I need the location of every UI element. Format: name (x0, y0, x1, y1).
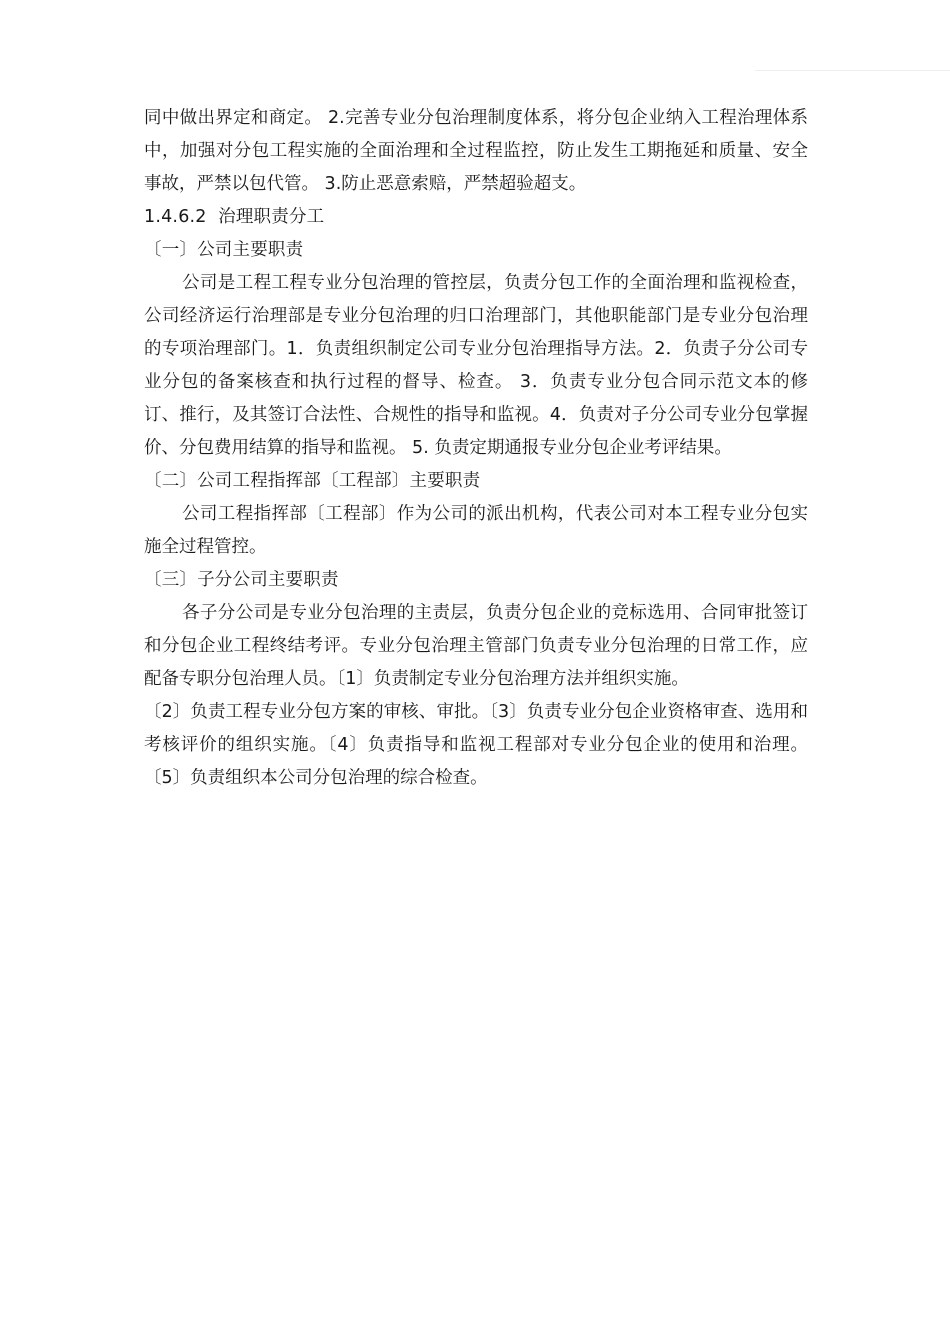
paragraph-subsidiary-duties: 各子分公司是专业分包治理的主责层，负责分包企业的竞标选用、合同审批签订和分包企业工程终结考评。专业分包治理主管部门负责专业分包治理的日常工作，应配备专职分包治理人员。〔1〕负责制定专业分包治理方法并组织实施。 (144, 603, 808, 689)
paragraph-company-duties: 公司是工程工程专业分包治理的管控层，负责分包工作的全面治理和监视检查，公司经济运行治理部是专业分包治理的归口治理部门，其他职能部门是专业分包治理的专项治理部门。1．负责组织制定公司专业分包治理指导方法。2．负责子分公司专业分包的备案核查和执行过程的督导、检查。 3．负责专业分包合同示范文本的修订、推行，及其签订合法性、合规性的指导和监视。4．负责对子分公司专业分包掌握价、分包费用结算的指导和监视。 5. 负责定期通报专业分包企业考评结果。 (144, 273, 808, 458)
section-heading-1-4-6-2: 1.4.6.2 治理职责分工 (144, 207, 325, 227)
header-rule (755, 70, 950, 71)
paragraph-continuation: 同中做出界定和商定。 2.完善专业分包治理制度体系，将分包企业纳入工程治理体系中，加强对分包工程实施的全面治理和全过程监控，防止发生工期拖延和质量、安全事故，严禁以包代管。 3.防止恶意索赔，严禁超验超支。 (144, 108, 808, 194)
paragraph-subsidiary-duties-list: 〔2〕负责工程专业分包方案的审核、审批。〔3〕负责专业分包企业资格审查、选用和考核评价的组织实施。〔4〕负责指导和监视工程部对专业分包企业的使用和治理。 〔5〕负责组织本公司分包治理的综合检查。 (144, 702, 808, 788)
subheading-subsidiary-duties: 〔三〕子分公司主要职责 (144, 570, 339, 590)
document-body (144, 102, 808, 795)
paragraph-project-command-duties: 公司工程指挥部〔工程部〕作为公司的派出机构，代表公司对本工程专业分包实施全过程管控。 (144, 504, 808, 557)
subheading-project-command-duties: 〔二〕公司工程指挥部〔工程部〕主要职责 (144, 471, 481, 491)
subheading-company-duties: 〔一〕公司主要职责 (144, 240, 304, 260)
